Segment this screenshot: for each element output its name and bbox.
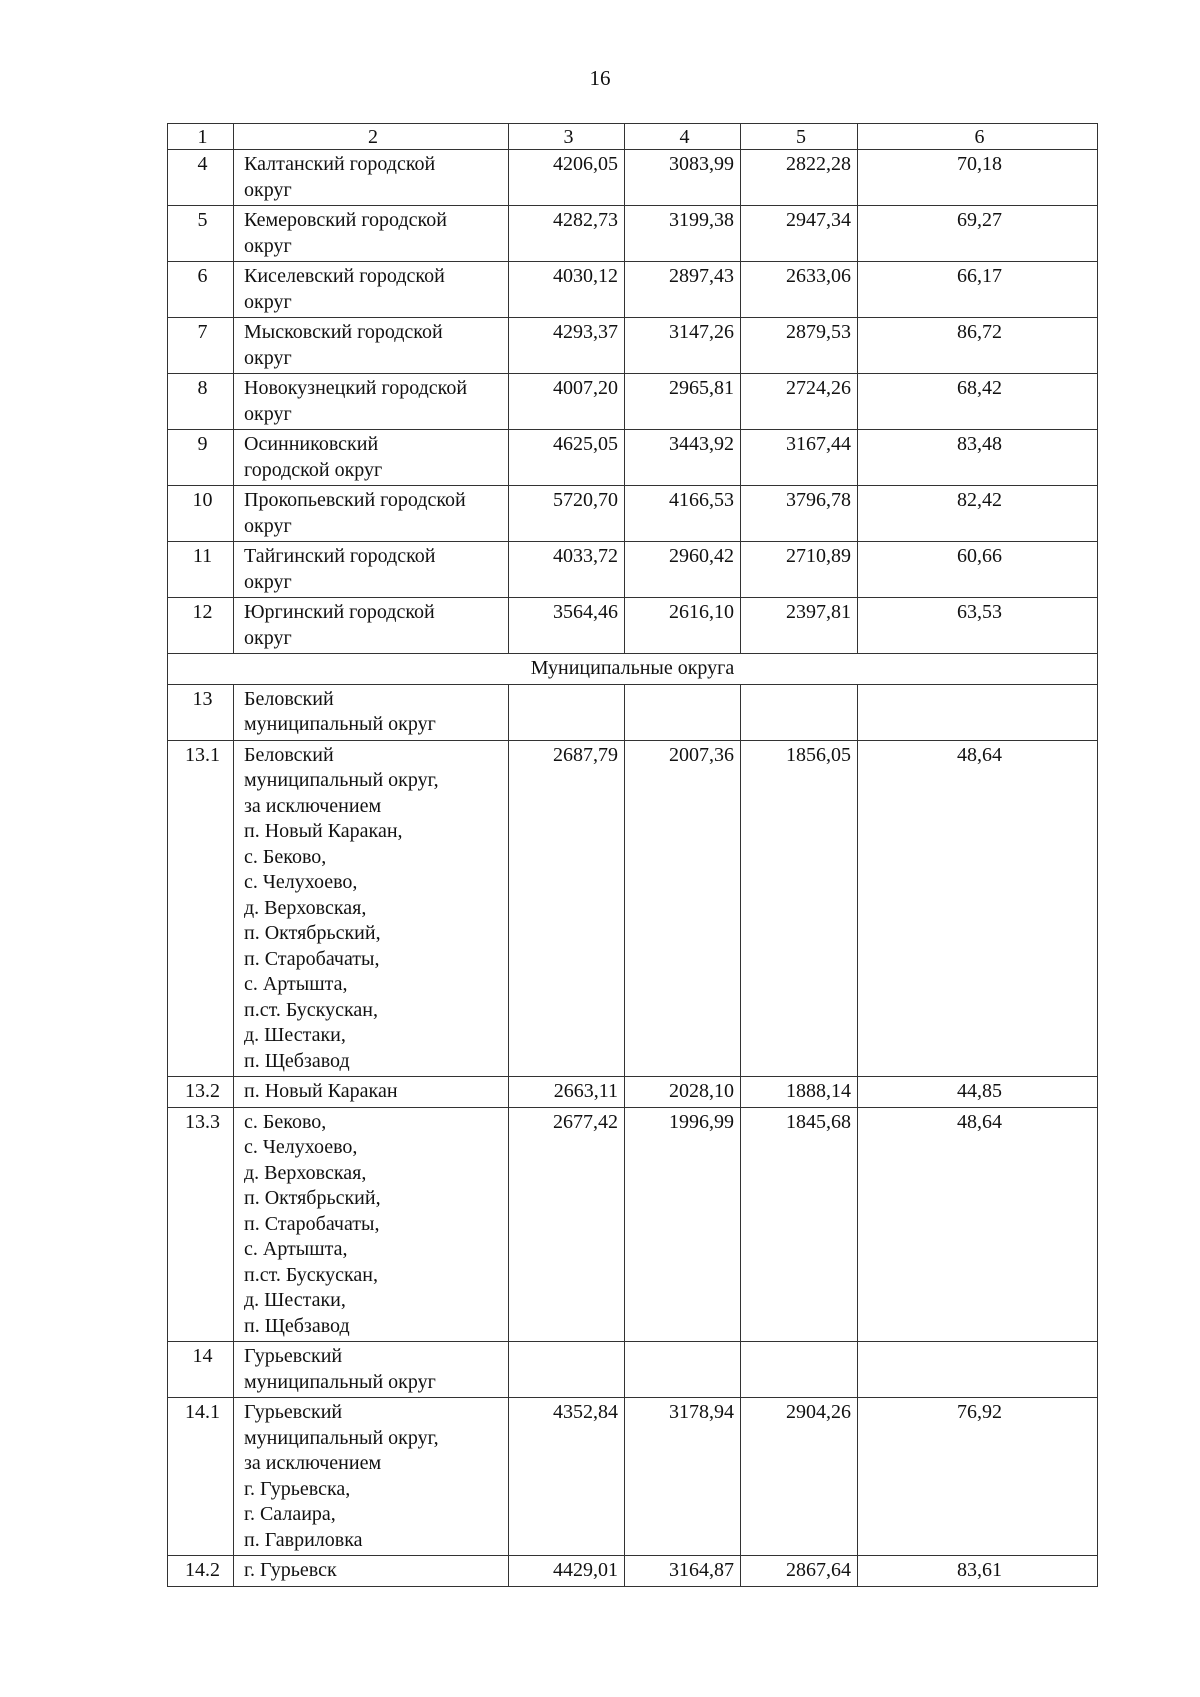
value-col-4: 2965,81 xyxy=(625,374,741,430)
row-number: 9 xyxy=(168,430,234,486)
table-body xyxy=(168,124,1098,1587)
value-col-4: 4166,53 xyxy=(625,486,741,542)
territory-name-line: Гурьевский xyxy=(244,1401,343,1423)
territory-name-line: округ xyxy=(244,290,292,313)
territory-name-line: Беловский xyxy=(244,743,334,766)
table-row xyxy=(168,542,1098,598)
territory-name-line: д. Шестаки, xyxy=(244,1024,346,1046)
value-col-6: 82,42 xyxy=(858,486,1098,542)
territory-name-line: с. Беково, xyxy=(244,845,327,868)
territory-name-line: Тайгинский городской xyxy=(244,545,436,567)
value-col-4 xyxy=(625,1342,741,1398)
territory-name xyxy=(234,1398,509,1556)
value-col-6 xyxy=(858,1342,1098,1398)
table-row xyxy=(168,598,1098,654)
territory-name-line: п. Гавриловка xyxy=(244,1528,363,1551)
territory-name xyxy=(234,374,509,430)
table-row xyxy=(168,1398,1098,1556)
value-col-4: 3178,94 xyxy=(625,1398,741,1556)
value-col-6: 48,64 xyxy=(858,740,1098,1077)
table-row xyxy=(168,374,1098,430)
territory-name xyxy=(234,1556,509,1587)
value-col-5: 1845,68 xyxy=(741,1107,858,1342)
row-number: 13.3 xyxy=(168,1107,234,1342)
value-col-6: 63,53 xyxy=(858,598,1098,654)
territory-name-line: Киселевский городской xyxy=(244,265,445,287)
value-col-3: 4625,05 xyxy=(509,430,625,486)
territory-name-line: п. Октябрьский, xyxy=(244,922,381,944)
row-number: 13.2 xyxy=(168,1077,234,1108)
territory-name-line: Кемеровский городской xyxy=(244,209,447,231)
value-col-6: 86,72 xyxy=(858,318,1098,374)
territory-name-line: округ xyxy=(244,234,292,257)
header-cell: 4 xyxy=(625,124,741,150)
value-col-6: 60,66 xyxy=(858,542,1098,598)
territory-name-line: п. Щебзавод xyxy=(244,1314,350,1337)
header-cell: 6 xyxy=(858,124,1098,150)
value-col-5: 2879,53 xyxy=(741,318,858,374)
value-col-3: 4352,84 xyxy=(509,1398,625,1556)
row-number: 8 xyxy=(168,374,234,430)
territory-name-line: городской округ xyxy=(244,458,383,481)
value-col-6: 76,92 xyxy=(858,1398,1098,1556)
territory-name xyxy=(234,740,509,1077)
value-col-5: 2947,34 xyxy=(741,206,858,262)
table-row xyxy=(168,486,1098,542)
territory-name xyxy=(234,206,509,262)
value-col-5 xyxy=(741,1342,858,1398)
value-col-5: 2724,26 xyxy=(741,374,858,430)
header-cell: 5 xyxy=(741,124,858,150)
value-col-4: 2897,43 xyxy=(625,262,741,318)
row-number: 13.1 xyxy=(168,740,234,1077)
territory-name-line: за исключением xyxy=(244,794,382,817)
territory-name-line: муниципальный округ xyxy=(244,713,436,735)
territory-name-line: с. Челухоево, xyxy=(244,1136,358,1158)
territory-name-line: п. Новый Каракан, xyxy=(244,820,403,842)
table-row xyxy=(168,318,1098,374)
table-row xyxy=(168,740,1098,1077)
territory-name xyxy=(234,486,509,542)
table-row xyxy=(168,430,1098,486)
territory-name-line: муниципальный округ xyxy=(244,1370,436,1393)
value-col-5: 2397,81 xyxy=(741,598,858,654)
territory-name-line: Гурьевский xyxy=(244,1345,343,1367)
row-number: 5 xyxy=(168,206,234,262)
table-row xyxy=(168,1342,1098,1398)
territory-name xyxy=(234,150,509,206)
value-col-6: 83,48 xyxy=(858,430,1098,486)
territory-name-line: д. Верховская, xyxy=(244,896,367,919)
value-col-6: 68,42 xyxy=(858,374,1098,430)
value-col-5: 2904,26 xyxy=(741,1398,858,1556)
row-number: 6 xyxy=(168,262,234,318)
territory-name xyxy=(234,262,509,318)
territory-name xyxy=(234,1107,509,1342)
table-row xyxy=(168,1077,1098,1108)
territory-name xyxy=(234,318,509,374)
value-col-5: 2633,06 xyxy=(741,262,858,318)
territory-name-line: п. Новый Каракан xyxy=(244,1080,398,1102)
header-cell: 3 xyxy=(509,124,625,150)
territory-name xyxy=(234,430,509,486)
territory-name-line: за исключением xyxy=(244,1452,382,1474)
value-col-6: 48,64 xyxy=(858,1107,1098,1342)
territory-name-line: п. Старобачаты, xyxy=(244,1212,380,1235)
territory-name-line: Новокузнецкий городской xyxy=(244,377,468,399)
value-col-4: 1996,99 xyxy=(625,1107,741,1342)
table-row xyxy=(168,1107,1098,1342)
territory-name-line: округ xyxy=(244,402,292,425)
territory-name xyxy=(234,684,509,740)
table-row xyxy=(168,206,1098,262)
territory-name-line: с. Беково, xyxy=(244,1110,327,1133)
value-col-5: 3796,78 xyxy=(741,486,858,542)
territory-name-line: Юргинский городской xyxy=(244,601,435,623)
territory-name-line: округ xyxy=(244,346,292,369)
territory-name-line: Осинниковский xyxy=(244,433,379,455)
value-col-3 xyxy=(509,1342,625,1398)
territory-name-line: д. Шестаки, xyxy=(244,1289,346,1311)
value-col-5: 1856,05 xyxy=(741,740,858,1077)
territory-name-line: округ xyxy=(244,626,292,649)
value-col-4 xyxy=(625,684,741,740)
value-col-3: 4206,05 xyxy=(509,150,625,206)
value-col-5 xyxy=(741,684,858,740)
value-col-3: 3564,46 xyxy=(509,598,625,654)
value-col-6 xyxy=(858,684,1098,740)
header-cell: 1 xyxy=(168,124,234,150)
territory-name-line: с. Артышта, xyxy=(244,1238,348,1260)
territory-name-line: п.ст. Бускускан, xyxy=(244,998,378,1021)
value-col-4: 2960,42 xyxy=(625,542,741,598)
territory-name-line: г. Салаира, xyxy=(244,1503,336,1525)
value-col-6: 66,17 xyxy=(858,262,1098,318)
value-col-4: 2616,10 xyxy=(625,598,741,654)
territory-name xyxy=(234,1342,509,1398)
value-col-6: 44,85 xyxy=(858,1077,1098,1108)
value-col-4: 3164,87 xyxy=(625,1556,741,1587)
row-number: 13 xyxy=(168,684,234,740)
row-number: 14.2 xyxy=(168,1556,234,1587)
value-col-3 xyxy=(509,684,625,740)
tariff-table xyxy=(167,123,1098,1587)
table-row xyxy=(168,150,1098,206)
value-col-6: 69,27 xyxy=(858,206,1098,262)
value-col-5: 2822,28 xyxy=(741,150,858,206)
territory-name-line: Беловский xyxy=(244,687,334,710)
value-col-4: 3443,92 xyxy=(625,430,741,486)
territory-name-line: п. Октябрьский, xyxy=(244,1187,381,1209)
value-col-3: 4030,12 xyxy=(509,262,625,318)
value-col-3: 4033,72 xyxy=(509,542,625,598)
header-cell: 2 xyxy=(234,124,509,150)
row-number: 10 xyxy=(168,486,234,542)
territory-name-line: округ xyxy=(244,514,292,537)
territory-name-line: п. Старобачаты, xyxy=(244,947,380,970)
territory-name xyxy=(234,1077,509,1108)
value-col-4: 3083,99 xyxy=(625,150,741,206)
territory-name-line: округ xyxy=(244,570,292,593)
row-number: 4 xyxy=(168,150,234,206)
row-number: 14.1 xyxy=(168,1398,234,1556)
value-col-3: 2663,11 xyxy=(509,1077,625,1108)
territory-name-line: муниципальный округ, xyxy=(244,1426,439,1449)
value-col-4: 2028,10 xyxy=(625,1077,741,1108)
value-col-5: 2867,64 xyxy=(741,1556,858,1587)
territory-name-line: п.ст. Бускускан, xyxy=(244,1263,378,1286)
territory-name-line: г. Гурьевск xyxy=(244,1559,337,1581)
territory-name-line: муниципальный округ, xyxy=(244,769,439,791)
territory-name-line: с. Челухоево, xyxy=(244,871,358,893)
territory-name-line: г. Гурьевска, xyxy=(244,1477,351,1500)
value-col-4: 2007,36 xyxy=(625,740,741,1077)
territory-name-line: п. Щебзавод xyxy=(244,1049,350,1072)
value-col-5: 3167,44 xyxy=(741,430,858,486)
value-col-4: 3147,26 xyxy=(625,318,741,374)
row-number: 12 xyxy=(168,598,234,654)
header-row xyxy=(168,124,1098,150)
value-col-3: 4282,73 xyxy=(509,206,625,262)
value-col-5: 2710,89 xyxy=(741,542,858,598)
table-row xyxy=(168,262,1098,318)
row-number: 11 xyxy=(168,542,234,598)
value-col-3: 4429,01 xyxy=(509,1556,625,1587)
territory-name-line: Прокопьевский городской xyxy=(244,489,466,511)
section-title: Муниципальные округа xyxy=(168,654,1098,685)
value-col-3: 5720,70 xyxy=(509,486,625,542)
territory-name-line: Калтанский городской xyxy=(244,153,436,175)
value-col-3: 4293,37 xyxy=(509,318,625,374)
value-col-3: 2687,79 xyxy=(509,740,625,1077)
territory-name xyxy=(234,542,509,598)
territory-name-line: д. Верховская, xyxy=(244,1161,367,1184)
row-number: 7 xyxy=(168,318,234,374)
value-col-3: 4007,20 xyxy=(509,374,625,430)
territory-name-line: округ xyxy=(244,178,292,201)
territory-name xyxy=(234,598,509,654)
value-col-6: 83,61 xyxy=(858,1556,1098,1587)
table-row xyxy=(168,684,1098,740)
territory-name-line: с. Артышта, xyxy=(244,973,348,995)
value-col-3: 2677,42 xyxy=(509,1107,625,1342)
value-col-6: 70,18 xyxy=(858,150,1098,206)
row-number: 14 xyxy=(168,1342,234,1398)
territory-name-line: Мысковский городской xyxy=(244,321,443,343)
value-col-5: 1888,14 xyxy=(741,1077,858,1108)
value-col-4: 3199,38 xyxy=(625,206,741,262)
table-row xyxy=(168,1556,1098,1587)
page-number: 16 xyxy=(589,66,611,90)
section-row xyxy=(168,654,1098,685)
